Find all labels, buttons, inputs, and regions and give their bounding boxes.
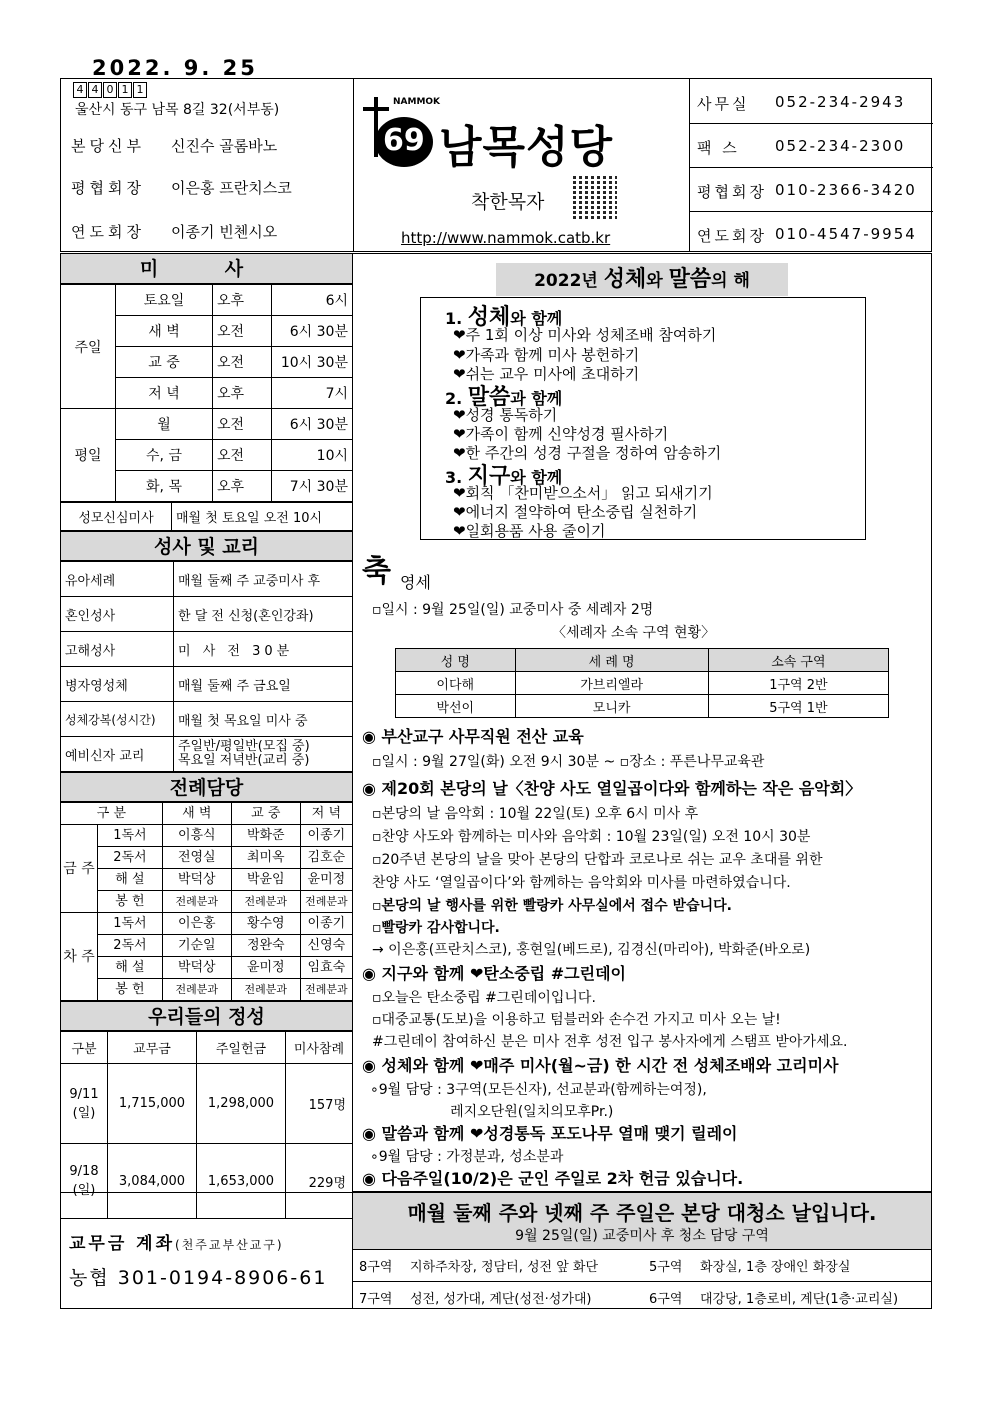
offering-title: 우리들의 정성 [60, 1001, 353, 1031]
notice-line: → 이은홍(프란치스코), 홍현일(베드로), 김경신(마리아), 박화준(바오로) [372, 942, 811, 958]
address: 울산시 동구 남목 8길 32(서부동) [75, 102, 280, 118]
logo-mark-icon: 69 [375, 117, 433, 167]
header [60, 78, 932, 252]
mary-mass-row: 성모신심미사 매월 첫 토요일 오전 10시 [60, 502, 353, 531]
baptism-subtitle: 〈세례자 소속 구역 현황〉 [552, 625, 716, 641]
contact-office: 사무실 052-234-2943 [697, 93, 906, 113]
notice-line: ▫20주년 본당의 날을 맞아 본당의 단합과 코로나로 쉬는 교우 초대를 위한 [372, 852, 823, 868]
notice-title: ◉ 부산교구 사무직원 전산 교육 [362, 727, 584, 746]
contact-youth: 연도회장 010-4547-9954 [697, 225, 917, 245]
notice-line: #그린데이 참여하신 분은 미사 전후 성전 입구 봉사자에게 스탬프 받아가세요. [372, 1034, 848, 1050]
website-link[interactable]: http://www.nammok.catb.kr [401, 229, 611, 247]
church-name: 남목성당 [439, 122, 614, 173]
left-column [60, 253, 353, 1219]
notice-title: ◉ 성체와 함께 ❤매주 미사(월~금) 한 시간 전 성체조배와 고리미사 [362, 1056, 839, 1075]
liturgy-table: 구 분 새 벽 교 중 저 녁 금 주 1독서 이흥식 박화준 이종기 2독서 전영실 최미옥 김호순 해 설 박덕상 박윤임 윤미정 봉 헌 전례분과 전례분과 전례분과 차 주 1독서 이은홍 황수영 이종기 2독서 기순일 정완숙 신영숙 해 설 박덕상 윤미정 임효숙 봉 헌 전례분과 전례분과 전례분과 [60, 802, 353, 1001]
offering-table: 구분 교무금 주일헌금 미사참례 9/11 (일) 1,715,000 1,298,000 157명 9/18 (일) 3,084,000 1,653,000 229명 [60, 1031, 353, 1219]
sacraments-table: 유아세례 매월 둘째 주 교중미사 후 혼인성사 한 달 전 신청(혼인강좌) 고해성사 미 사 전 30분 병자영성체 매월 둘째 주 금요일 성체강복(성시간) 매월 첫 목요일 미사 중 예비신자 교리 주일반/평일반(모집 중) 목요일 저녁반(교리 중) [60, 561, 353, 772]
cleaning-subtitle: 9월 25일(일) 교중미사 후 청소 담당 구역 [515, 1228, 769, 1244]
youth-row: 연도회장 이종기 빈첸시오 [71, 223, 278, 241]
baptism-table: 성 명 세 례 명 소속 구역 이다해 가브리엘라 1구역 2반 박선이 모니카 5구역 1반 [395, 648, 889, 718]
cleaning-title: 매월 둘째 주와 넷째 주 주일은 본당 대청소 날입니다. [407, 1201, 877, 1225]
notice-line: ▫찬양 사도와 함께하는 미사와 음악회 : 10월 23일(일) 오전 10시 30분 [372, 829, 811, 845]
notice-line: ∘9월 담당 : 3구역(모든신자), 선교분과(함께하는여정), [370, 1082, 707, 1098]
notice-line: ▫본당의 날 행사를 위한 빨랑카 사무실에서 접수 받습니다. [372, 898, 732, 914]
qr-code-icon[interactable] [573, 175, 617, 219]
year-theme-title: 2022년 성체와 말씀의 해 [496, 263, 788, 296]
celebration-stamp-icon: 축 [362, 554, 391, 589]
cleaning-table: 8구역 지하주차장, 정담터, 성전 앞 화단 5구역 화장실, 1층 장애인 화장실 7구역 성전, 성가대, 계단(성전·성가대) 6구역 대강당, 1층로비, 계단(1층·교리실) [353, 1249, 931, 1313]
baptism-title: 영세 [400, 573, 431, 592]
pastor-row: 본당신부 신진수 골롬바노 [71, 137, 278, 155]
baptism-info: ▫일시 : 9월 25일(일) 교중미사 중 세례자 2명 [372, 602, 654, 618]
motto: 착한목자 [471, 191, 545, 213]
notice-title: ◉ 말씀과 함께 ❤성경통독 포도나무 열매 맺기 릴레이 [362, 1124, 738, 1143]
notice-title: ◉ 제20회 본당의 날〈찬양 사도 열일곱이다와 함께하는 작은 음악회〉 [362, 779, 862, 798]
notice-line: 찬양 사도 ‘열일곱이다’와 함께하는 음악회와 미사를 마련하였습니다. [372, 875, 791, 891]
council-row: 평협회장 이은홍 프란치스코 [71, 179, 292, 197]
bank-account: 농협 301-0194-8906-61 [69, 1267, 328, 1289]
contact-council: 평협회장 010-2366-3420 [697, 181, 917, 201]
notice-title: ◉ 다음주일(10/2)은 군인 주일로 2차 헌금 있습니다. [362, 1169, 744, 1188]
postal-code: 4 4 0 1 1 [73, 82, 148, 98]
notice-line: ▫본당의 날 음악회 : 10월 22일(토) 오후 6시 미사 후 [372, 806, 699, 822]
cleaning-box [353, 1192, 932, 1309]
notice-line: 레지오단원(일치의모후Pr.) [370, 1104, 614, 1120]
account-box: 교무금 계좌(천주교부산교구) 농협 301-0194-8906-61 [60, 1192, 353, 1309]
notice-line: ▫오늘은 탄소중립 #그린데이입니다. [372, 990, 596, 1006]
bulletin-date: 2022. 9. 25 [92, 56, 258, 80]
church-logo: NAMMOK 69 남목성당 착한목자 http://www.nammok.catb.kr [361, 89, 681, 249]
notice-line: ▫빨랑카 감사합니다. [372, 920, 500, 936]
contact-fax: 팩 스 052-234-2300 [697, 137, 906, 157]
notice-line: ∘9월 담당 : 가정분과, 성소분과 [370, 1149, 564, 1165]
mass-title: 미 사 [60, 253, 353, 284]
mass-table: 주일 토요일 오후 6시 새 벽 오전 6시 30분 교 중 오전 10시 30분 저 녁 오후 7시 평일 월 오전 6시 30분 수, 금 오전 10시 화, 목 오후 7시 30분 [60, 284, 353, 502]
liturgy-title: 전례담당 [60, 772, 353, 802]
theme-box: 1. 성체와 함께 ❤주 1회 이상 미사와 성체조배 참여하기 ❤가족과 함께 미사 봉헌하기 ❤쉬는 교우 미사에 초대하기 2. 말씀과 함께 ❤성경 통독하기 ❤가족이 함께 신약성경 필사하기 ❤한 주간의 성경 구절을 정하여 암송하기 3. 지구와 함께 ❤회칙 「찬미받으소서」 읽고 되새기기 ❤에너지 절약하여 탄소중립 실천하기 ❤일회용품 사용 줄이기 [420, 297, 866, 540]
notice-line: ▫일시 : 9월 27일(화) 오전 9시 30분 ~ ▫장소 : 푸른나무교육관 [372, 754, 765, 770]
notice-line: ▫대중교통(도보)을 이용하고 텀블러와 손수건 가지고 미사 오는 날! [372, 1012, 781, 1028]
sacraments-title: 성사 및 교리 [60, 531, 353, 561]
notice-title: ◉ 지구와 함께 ❤탄소중립 #그린데이 [362, 964, 626, 983]
